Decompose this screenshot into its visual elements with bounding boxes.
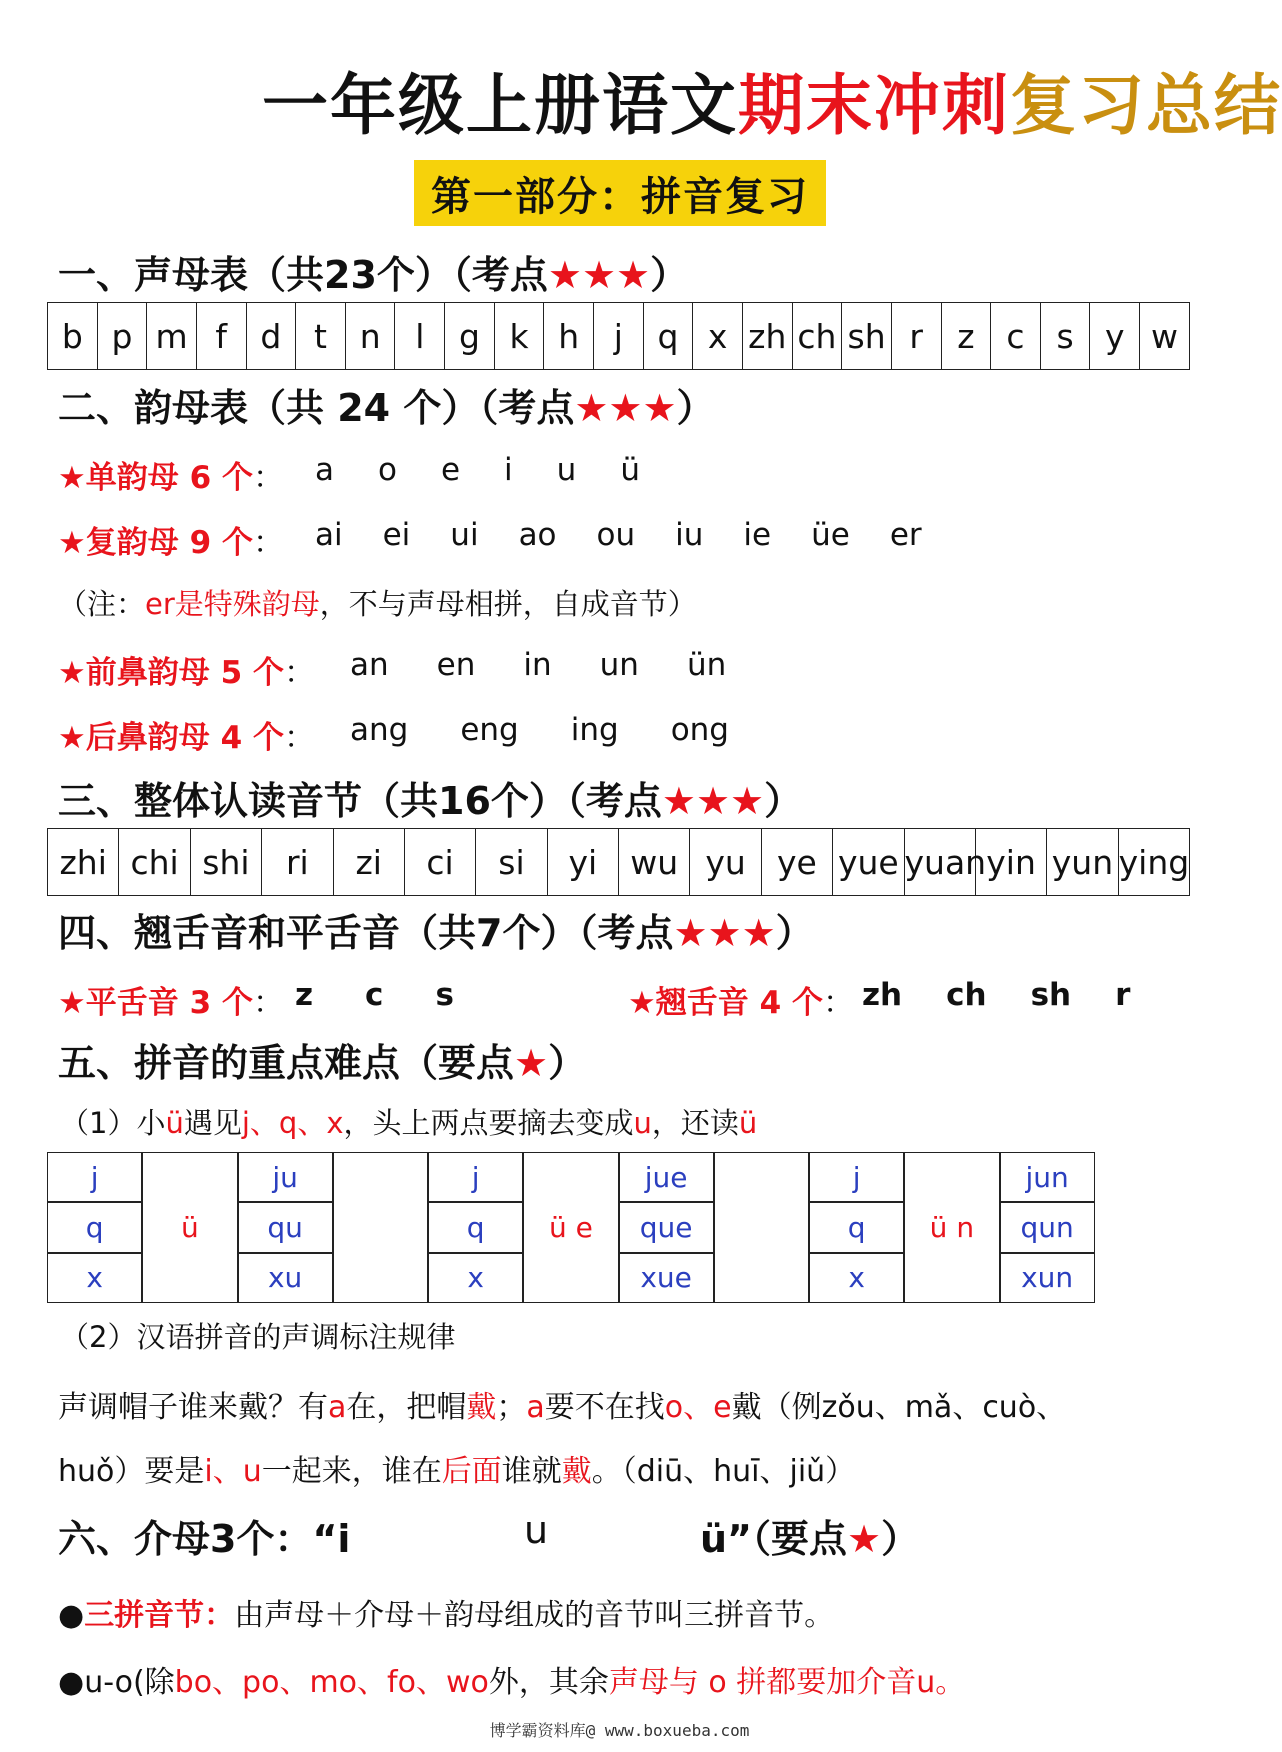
- title-red: 期末冲刺: [738, 67, 1010, 144]
- jqx-initial-cell: j: [809, 1152, 904, 1202]
- initial-cell: n: [345, 303, 395, 370]
- syllable-cell: yue: [833, 829, 904, 896]
- tone-line-1: 声调帽子谁来戴？有a在，把帽戴；a要不在找o、e戴（例zǒu、mǎ、cuò、: [58, 1390, 1067, 1425]
- jqx-result-cell: qun: [1000, 1202, 1095, 1252]
- initial-cell: x: [693, 303, 743, 370]
- initial-cell: w: [1140, 303, 1190, 370]
- initial-cell: f: [196, 303, 246, 370]
- jqx-spacer-cell: [333, 1152, 428, 1303]
- s2-heading: 二、韵母表（共 24 个）（考点★★★）: [58, 386, 715, 430]
- final-item: ai: [315, 517, 343, 553]
- front-nasal-label: ★前鼻韵母 5 个: [58, 655, 284, 691]
- final-item: e: [440, 452, 461, 488]
- single-finals-label: ★单韵母 6 个: [58, 460, 253, 496]
- jqx-final-cell: ü n: [904, 1152, 999, 1303]
- flat-item: s: [435, 977, 454, 1013]
- initial-cell: t: [296, 303, 346, 370]
- single-finals-row: ★单韵母 6 个：: [58, 460, 284, 496]
- final-item: ing: [570, 712, 619, 748]
- initial-cell: d: [246, 303, 296, 370]
- syllable-cell: ye: [761, 829, 832, 896]
- tone-line-2: huǒ）要是i、u一起来，谁在后面谁就戴。（diū、huī、jiǔ）: [58, 1454, 856, 1489]
- s3-stars: ★★★: [661, 779, 765, 823]
- initial-cell: h: [544, 303, 594, 370]
- final-item: i: [504, 452, 513, 488]
- initials-table: [47, 302, 1190, 370]
- s5-star: ★: [514, 1041, 549, 1085]
- footer-watermark: 博学霸资料库@ www.boxueba.com: [489, 1721, 750, 1740]
- final-item: ong: [670, 712, 729, 748]
- page-title: [262, 52, 1282, 147]
- final-item: ü: [620, 452, 640, 488]
- bullet-dot: ●: [58, 1665, 85, 1700]
- syllable-cell: zi: [333, 829, 404, 896]
- s6-tail: ü”（要点★）: [700, 1517, 920, 1561]
- jqx-initial-cell: j: [428, 1152, 523, 1202]
- final-item: ou: [596, 517, 636, 553]
- jqx-initial-cell: q: [428, 1202, 523, 1252]
- s6-heading: 六、介母3个：“i: [58, 1517, 351, 1561]
- s1-stars: ★★★: [547, 253, 651, 297]
- retro-item: zh: [862, 977, 903, 1013]
- retroflex-label: ★翘舌音 4 个: [628, 985, 823, 1021]
- bullet-dot: ●: [58, 1598, 85, 1633]
- back-nasal-row: ★后鼻韵母 4 个：: [58, 720, 315, 756]
- compound-finals-row: ★复韵母 9 个：: [58, 525, 284, 561]
- final-item: u: [556, 452, 577, 488]
- jqx-result-cell: jun: [1000, 1152, 1095, 1202]
- compound-finals-values: [315, 517, 962, 553]
- syllable-cell: ci: [404, 829, 475, 896]
- syllable-cell: yin: [975, 829, 1046, 896]
- initial-cell: j: [594, 303, 644, 370]
- initial-cell: zh: [742, 303, 792, 370]
- initial-cell: sh: [842, 303, 892, 370]
- s1-heading: 一、声母表（共23个）（考点★★★）: [58, 253, 689, 297]
- er-note-red: er是特殊韵母: [145, 587, 320, 621]
- flat-tongue-values: [295, 977, 506, 1013]
- s4-stars: ★★★: [673, 911, 776, 955]
- initial-cell: r: [891, 303, 941, 370]
- initial-cell: b: [48, 303, 98, 370]
- syllable-cell: ri: [262, 829, 333, 896]
- jqx-result-cell: xue: [619, 1253, 714, 1303]
- initial-cell: l: [395, 303, 445, 370]
- syllable-cell: ying: [1118, 829, 1189, 896]
- initial-cell: y: [1090, 303, 1140, 370]
- jqx-result-cell: que: [619, 1202, 714, 1252]
- bullet-triple-syllable: ●三拼音节：由声母＋介母＋韵母组成的音节叫三拼音节。: [58, 1598, 835, 1633]
- single-finals-values: [315, 452, 684, 488]
- syllable-cell: yun: [1047, 829, 1118, 896]
- jqx-initial-cell: q: [809, 1202, 904, 1252]
- title-gold: 复习总结: [1010, 67, 1282, 144]
- s2-stars: ★★★: [574, 386, 677, 430]
- part-banner: 第一部分：拼音复习: [414, 160, 826, 226]
- retro-item: sh: [1030, 977, 1072, 1013]
- flat-item: c: [365, 977, 384, 1013]
- jqx-result-cell: xun: [1000, 1253, 1095, 1303]
- final-item: in: [523, 647, 552, 683]
- jqx-result-cell: xu: [238, 1253, 333, 1303]
- final-item: en: [436, 647, 476, 683]
- final-item: ui: [450, 517, 479, 553]
- final-item: ei: [382, 517, 411, 553]
- s3-heading: 三、整体认读音节（共16个）（考点★★★）: [58, 779, 803, 823]
- s6-u: u: [524, 1508, 549, 1552]
- front-nasal-row: ★前鼻韵母 5 个：: [58, 655, 315, 691]
- jqx-result-cell: ju: [238, 1152, 333, 1202]
- initial-cell: ch: [792, 303, 842, 370]
- er-note: （注：er是特殊韵母，不与声母相拼，自成音节）: [58, 587, 697, 621]
- final-item: un: [599, 647, 639, 683]
- initial-cell: p: [97, 303, 147, 370]
- initial-cell: q: [643, 303, 693, 370]
- syllable-cell: chi: [119, 829, 190, 896]
- front-nasal-values: [350, 647, 774, 683]
- final-item: er: [889, 517, 922, 553]
- syllable-cell: yi: [547, 829, 618, 896]
- final-item: eng: [460, 712, 519, 748]
- back-nasal-label: ★后鼻韵母 4 个: [58, 720, 284, 756]
- syllable-cell: wu: [619, 829, 690, 896]
- syllable-cell: yuan: [904, 829, 975, 896]
- initial-cell: z: [941, 303, 991, 370]
- jqx-table: [47, 1152, 1190, 1303]
- retroflex-row: ★翘舌音 4 个：: [628, 985, 854, 1021]
- s6-star: ★: [847, 1517, 882, 1561]
- s4-heading: 四、翘舌音和平舌音（共7个）（考点★★★）: [58, 911, 814, 955]
- final-item: üe: [811, 517, 850, 553]
- retro-item: ch: [946, 977, 987, 1013]
- flat-item: z: [295, 977, 314, 1013]
- syllable-cell: yu: [690, 829, 761, 896]
- compound-finals-label: ★复韵母 9 个: [58, 525, 253, 561]
- initial-cell: g: [445, 303, 495, 370]
- final-item: an: [350, 647, 389, 683]
- final-item: a: [315, 452, 334, 488]
- final-item: ie: [743, 517, 772, 553]
- initial-cell: m: [147, 303, 197, 370]
- back-nasal-values: [350, 712, 781, 748]
- jqx-final-cell: ü: [142, 1152, 237, 1303]
- initial-cell: c: [991, 303, 1041, 370]
- jqx-initial-cell: x: [428, 1253, 523, 1303]
- jqx-result-cell: qu: [238, 1202, 333, 1252]
- initial-cell: k: [494, 303, 544, 370]
- final-item: ün: [686, 647, 727, 683]
- rule-1: （1）小ü遇见j、q、x，头上两点要摘去变成u，还读ü: [60, 1106, 758, 1140]
- jqx-initial-cell: x: [809, 1253, 904, 1303]
- final-item: iu: [675, 517, 704, 553]
- initial-cell: s: [1040, 303, 1090, 370]
- jqx-spacer-cell: [714, 1152, 809, 1303]
- rule-2: （2）汉语拼音的声调标注规律: [60, 1320, 456, 1354]
- final-item: ao: [518, 517, 557, 553]
- whole-syllables-table: [47, 828, 1190, 896]
- s5-heading: 五、拼音的重点难点（要点★）: [58, 1041, 587, 1085]
- retroflex-values: [862, 977, 1174, 1013]
- syllable-cell: shi: [190, 829, 261, 896]
- jqx-initial-cell: q: [47, 1202, 142, 1252]
- retro-item: r: [1115, 977, 1131, 1013]
- jqx-initial-cell: j: [47, 1152, 142, 1202]
- syllable-cell: si: [476, 829, 547, 896]
- flat-tongue-label: ★平舌音 3 个: [58, 985, 253, 1021]
- final-item: ang: [350, 712, 409, 748]
- syllable-cell: zhi: [48, 829, 119, 896]
- flat-tongue-row: ★平舌音 3 个：: [58, 985, 284, 1021]
- bullet-uo: ●u-o(除bo、po、mo、fo、wo外，其余声母与 o 拼都要加介音u。: [58, 1665, 966, 1700]
- title-black: 一年级上册语文: [262, 67, 738, 144]
- jqx-initial-cell: x: [47, 1253, 142, 1303]
- jqx-final-cell: ü e: [523, 1152, 618, 1303]
- final-item: o: [378, 452, 397, 488]
- jqx-result-cell: jue: [619, 1152, 714, 1202]
